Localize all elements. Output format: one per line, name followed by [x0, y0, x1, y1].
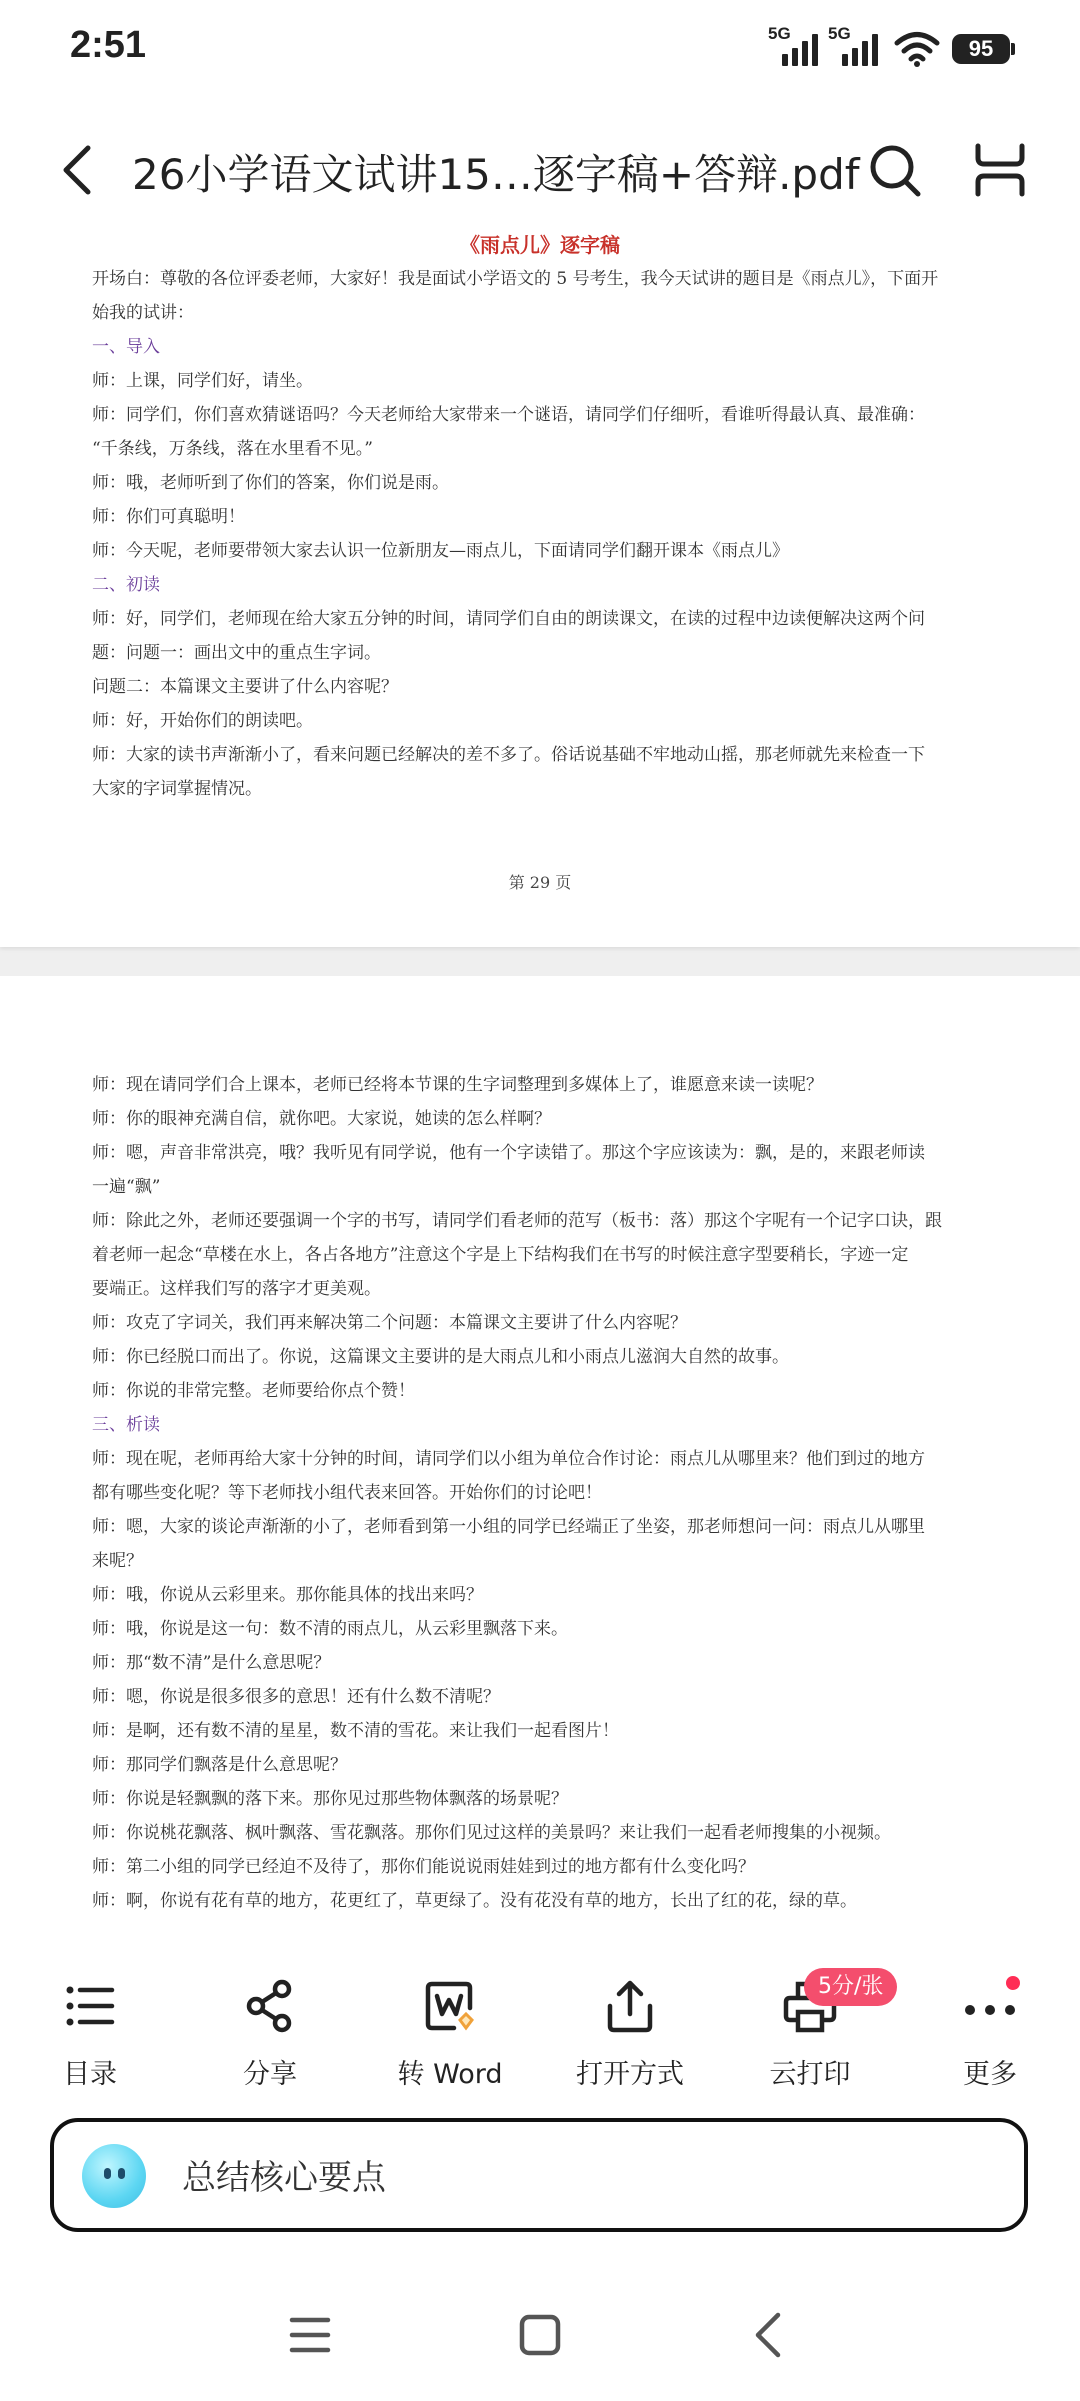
doc-line: 始我的试讲：: [92, 303, 194, 323]
cloud-print-label: 云打印: [769, 2059, 851, 2090]
doc-line: 师：哦，你说是这一句：数不清的雨点儿，从云彩里飘落下来。: [92, 1619, 568, 1639]
doc-line: 师：嗯，你说是很多很多的意思！还有什么数不清呢？: [92, 1687, 500, 1707]
section-heading: 一、导入: [92, 337, 160, 357]
doc-line: 师：哦，老师听到了你们的答案，你们说是雨。: [92, 473, 449, 493]
page-number: 第 29 页: [508, 873, 572, 892]
pdf-page-29: [0, 220, 1080, 947]
back-icon[interactable]: [50, 138, 110, 202]
list-icon: [60, 1976, 120, 2036]
doc-line: 师：你说的非常完整。老师要给你点个赞！: [92, 1381, 415, 1401]
doc-line: 师：今天呢，老师要带领大家去认识一位新朋友—雨点儿，下面请同学们翻开课本《雨点儿》: [92, 541, 789, 561]
doc-line: 都有哪些变化呢？等下老师找小组代表来回答。开始你们的讨论吧！: [92, 1483, 602, 1503]
doc-line: 师：好，同学们，老师现在给大家五分钟的时间，请同学们自由的朗读课文，在读的过程中边读便解决这两个问: [92, 609, 925, 629]
word-convert-icon: [420, 1976, 480, 2036]
status-time: 2:51: [70, 24, 147, 66]
signal-icon-2: [828, 24, 882, 66]
more-label: 更多: [963, 2059, 1017, 2090]
doc-line: 师：大家的读书声渐渐小了，看来问题已经解决的差不多了。俗话说基础不牢地动山摇，那老师就先来检查一下: [92, 745, 925, 765]
doc-line: 师：你已经脱口而出了。你说，这篇课文主要讲的是大雨点儿和小雨点儿滋润大自然的故事。: [92, 1347, 789, 1367]
doc-line: 问题二：本篇课文主要讲了什么内容呢？: [92, 677, 398, 697]
ai-assistant-avatar-icon: [82, 2144, 146, 2208]
doc-line: 师：上课，同学们好，请坐。: [92, 371, 313, 391]
signal-label-1: 5G: [768, 24, 791, 43]
status-bar: [0, 0, 1080, 100]
doc-line: 师：第二小组的同学已经迫不及待了，那你们能说说雨娃娃到过的地方都有什么变化吗？: [92, 1857, 755, 1877]
doc-line: “千条线，万条线，落在水里看不见。”: [92, 439, 373, 459]
convert-word-label: 转 Word: [397, 2059, 503, 2090]
doc-line: 师：你的眼神充满自信，就你吧。大家说，她读的怎么样啊？: [92, 1109, 551, 1129]
pdf-viewer[interactable]: [0, 220, 1080, 1960]
search-icon[interactable]: [864, 138, 928, 202]
toc-label: 目录: [63, 2059, 117, 2090]
doc-line: 师：现在呢，老师再给大家十分钟的时间，请同学们以小组为单位合作讨论：雨点儿从哪里来？他们到过的地方: [92, 1449, 925, 1469]
wifi-icon: [894, 30, 940, 68]
print-price-badge: 5分/张: [804, 1968, 897, 2006]
doc-line: 一遍“飘”: [92, 1177, 161, 1197]
doc-line: 师：嗯，声音非常洪亮，哦？我听见有同学说，他有一个字读错了。那这个字应该读为：飘，是的，来跟老师读: [92, 1143, 925, 1163]
doc-line: 师：你们可真聪明！: [92, 507, 245, 527]
doc-line: 师：那同学们飘落是什么意思呢？: [92, 1755, 347, 1775]
recent-apps-icon[interactable]: [270, 2300, 350, 2370]
doc-line: 要端正。这样我们写的落字才更美观。: [92, 1279, 381, 1299]
doc-line: 大家的字词掌握情况。: [92, 779, 262, 799]
battery-tip: [1011, 43, 1015, 55]
page-30-content: [92, 1068, 988, 1918]
section-heading: 二、初读: [92, 575, 160, 595]
section-heading: 三、析读: [92, 1415, 160, 1435]
open-with-label: 打开方式: [576, 2059, 684, 2090]
reading-mode-icon[interactable]: [968, 138, 1032, 202]
page-29-content: [92, 228, 988, 806]
share-button[interactable]: [200, 1960, 340, 2096]
doc-line: 师：嗯，大家的谈论声渐渐的小了，老师看到第一小组的同学已经端正了坐姿，那老师想问一问：雨点儿从哪里: [92, 1517, 925, 1537]
doc-line: 师：除此之外，老师还要强调一个字的书写，请同学们看老师的范写（板书：落）那这个字呢有一个记字口诀，跟: [92, 1211, 942, 1231]
doc-line: 师：攻克了字词关，我们再来解决第二个问题：本篇课文主要讲了什么内容呢？: [92, 1313, 687, 1333]
ai-summary-button[interactable]: [50, 2118, 1028, 2232]
system-nav-bar: [0, 2280, 1080, 2401]
notification-dot: [1006, 1976, 1020, 1990]
convert-word-button[interactable]: [380, 1960, 520, 2096]
open-with-button[interactable]: [560, 1960, 700, 2096]
doc-line: 题：问题一：画出文中的重点生字词。: [92, 643, 381, 663]
doc-line: 师：好，开始你们的朗读吧。: [92, 711, 313, 731]
doc-line: 来呢？: [92, 1551, 143, 1571]
doc-line: 师：同学们，你们喜欢猜谜语吗？今天老师给大家带来一个谜语，请同学们仔细听，看谁听得最认真、最准确：: [92, 405, 925, 425]
title-bar: [0, 120, 1080, 220]
share-icon: [240, 1976, 300, 2036]
more-button[interactable]: [920, 1960, 1060, 2096]
doc-line: 师：哦，你说从云彩里来。那你能具体的找出来吗？: [92, 1585, 483, 1605]
pdf-page-30: [0, 976, 1080, 1960]
doc-line: 着老师一起念“草楼在水上，各占各地方”注意这个字是上下结构我们在书写的时候注意字型要稍长，字迹一定: [92, 1245, 909, 1265]
home-icon[interactable]: [500, 2300, 580, 2370]
signal-icon-1: [768, 24, 822, 66]
bottom-toolbar: [0, 1960, 1080, 2096]
doc-line: 师：啊，你说有花有草的地方，花更红了，草更绿了。没有花没有草的地方，长出了红的花，绿的草。: [92, 1891, 857, 1911]
open-with-icon: [600, 1976, 660, 2036]
share-label: 分享: [243, 2059, 297, 2090]
doc-line: 师：你说桃花飘落、枫叶飘落、雪花飘落。那你们见过这样的美景吗？来让我们一起看老师搜集的小视频。: [92, 1823, 891, 1843]
toc-button[interactable]: [20, 1960, 160, 2096]
battery-icon: 95: [952, 34, 1010, 64]
ai-summary-label: 总结核心要点: [182, 2158, 386, 2198]
doc-line: 开场白：尊敬的各位评委老师，大家好！我是面试小学语文的 5 号考生，我今天试讲的题目是《雨点儿》，下面开: [92, 269, 939, 289]
doc-title: 《雨点儿》逐字稿: [460, 233, 620, 257]
signal-label-2: 5G: [828, 24, 851, 43]
doc-line: 师：那“数不清”是什么意思呢？: [92, 1653, 331, 1673]
back-nav-icon[interactable]: [730, 2300, 810, 2370]
doc-line: 师：你说是轻飘飘的落下来。那你见过那些物体飘落的场景呢？: [92, 1789, 568, 1809]
document-title: 26小学语文试讲15…逐字稿+答辩.pdf: [132, 150, 860, 199]
doc-line: 师：是啊，还有数不清的星星，数不清的雪花。来让我们一起看图片！: [92, 1721, 619, 1741]
doc-line: 师：现在请同学们合上课本，老师已经将本节课的生字词整理到多媒体上了，谁愿意来读一读呢？: [92, 1075, 823, 1095]
